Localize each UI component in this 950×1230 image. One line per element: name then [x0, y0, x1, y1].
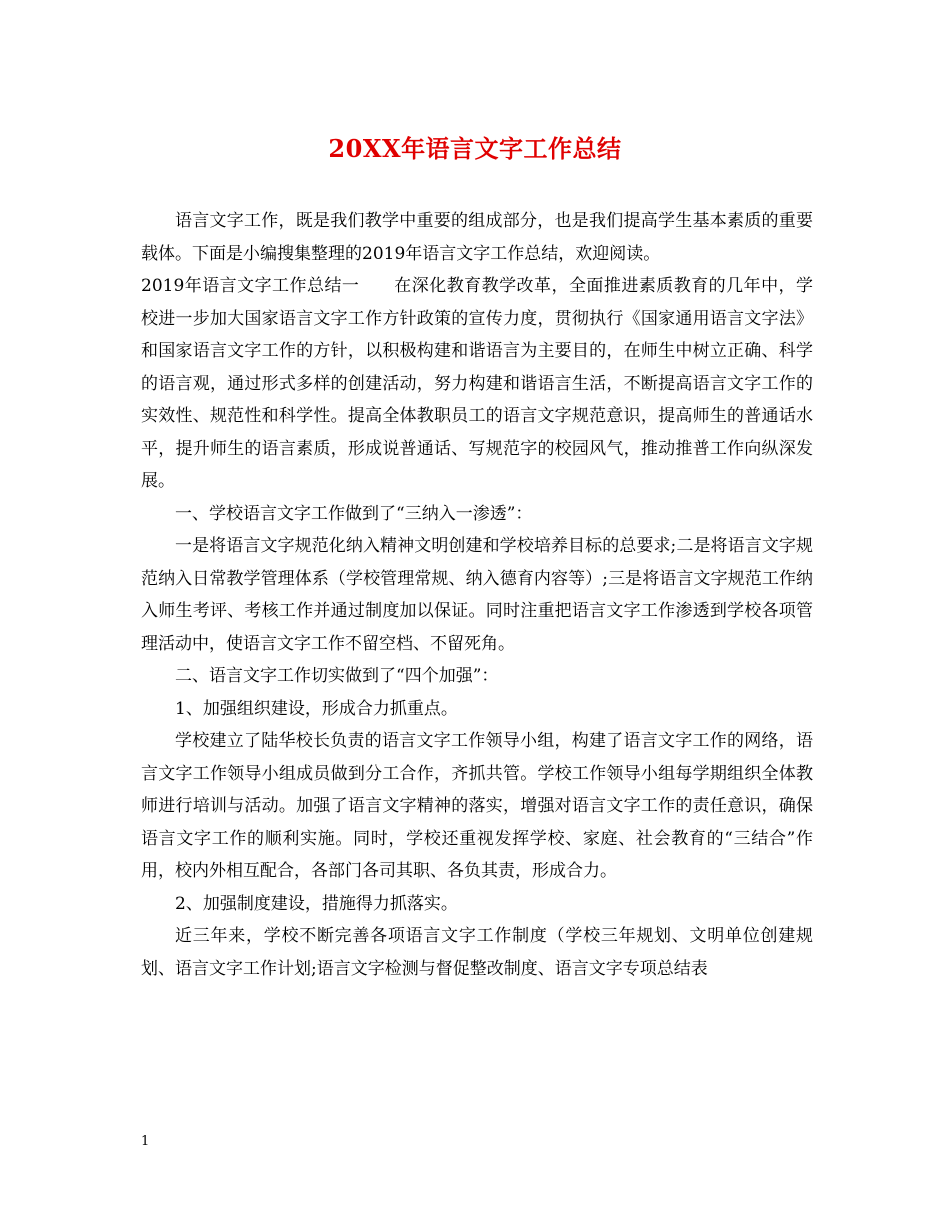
system-paragraph: 近三年来，学校不断完善各项语言文字工作制度（学校三年规划、文明单位创建规划、语言文字工作计划;语言文字检测与督促整改制度、语言文字专项总结表: [141, 926, 813, 979]
organization-paragraph: 学校建立了陆华校长负责的语言文字工作领导小组，构建了语言文字工作的网络，语言文字工作领导小组成员做到分工合作，齐抓共管。学校工作领导小组每学期组织全体教师进行培训与活动。加强了语言文字精神的落实，增强对语言文字工作的责任意识，确保语言文字工作的顺利实施。同时，学校还重视发挥学校、家庭、社会教育的“三结合”作用，校内外相互配合，各部门各司其职、各负其责，形成合力。: [141, 731, 813, 881]
summary-one-paragraph: 2019年语言文字工作总结一 在深化教育教学改革，全面推进素质教育的几年中，学校进一步加大国家语言文字工作方针政策的宣传力度，贯彻执行《国家通用语言文字法》和国家语言文字工作的方针，以积极构建和谐语言为主要目的，在师生中树立正确、科学的语言观，通过形式多样的创建活动，努力构建和谐语言生活，不断提高语言文字工作的实效性、规范性和科学性。提高全体教职员工的语言文字规范意识，提高师生的普通话水平，提升师生的语言素质，形成说普通话、写规范字的校园风气，推动推普工作向纵深发展。: [141, 276, 813, 491]
page-number: 1: [141, 1134, 150, 1149]
document-body: [141, 205, 813, 985]
section-heading-two: 二、语言文字工作切实做到了“四个加强”：: [175, 666, 499, 686]
intro-paragraph: 语言文字工作，既是我们教学中重要的组成部分，也是我们提高学生基本素质的重要载体。下面是小编搜集整理的2019年语言文字工作总结，欢迎阅读。: [141, 211, 813, 264]
subheading-organization: 1、加强组织建设，形成合力抓重点。: [175, 698, 458, 719]
document-title: 20XX年语言文字工作总结: [328, 134, 622, 163]
subheading-system: 2、加强制度建设，措施得力抓落实。: [175, 893, 458, 914]
section-one-paragraph: 一是将语言文字规范化纳入精神文明创建和学校培养目标的总要求;二是将语言文字规范纳入日常教学管理体系（学校管理常规、纳入德育内容等）;三是将语言文字规范工作纳入师生考评、考核工作并通过制度加以保证。同时注重把语言文字工作渗透到学校各项管理活动中，使语言文字工作不留空档、不留死角。: [141, 536, 813, 654]
section-heading-one: 一、学校语言文字工作做到了“三纳入一渗透”：: [175, 503, 533, 524]
